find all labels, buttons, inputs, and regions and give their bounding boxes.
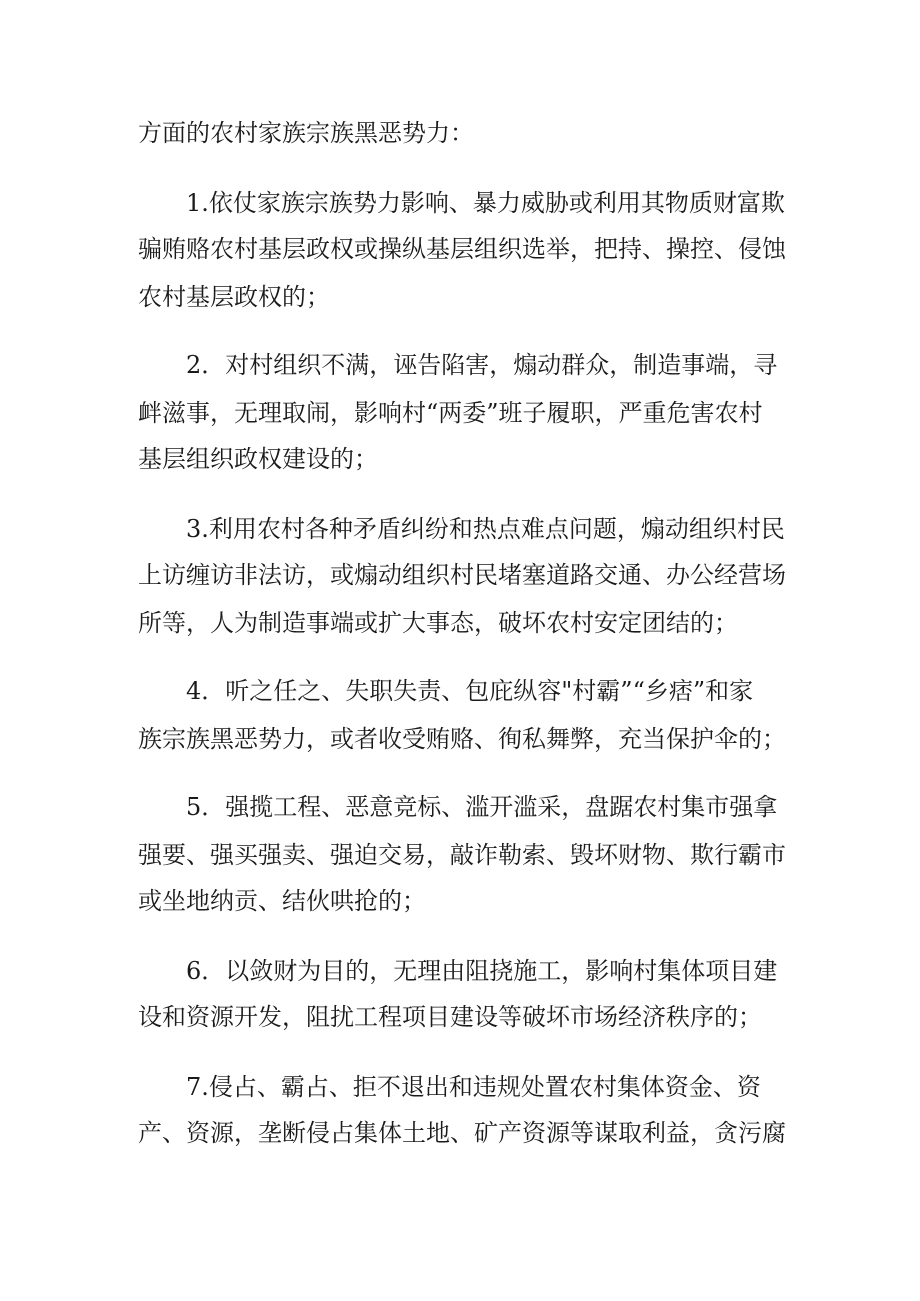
text-line: 6．以敛财为目的，无理由阻挠施工，影响村集体项目建 bbox=[186, 957, 778, 985]
text-line: 方面的农村家族宗族黑恶势力： bbox=[138, 119, 474, 147]
text-line: 3.利用农村各种矛盾纠纷和热点难点问题，煽动组织村民 bbox=[186, 515, 785, 543]
text-line: 产、资源，垄断侵占集体土地、矿产资源等谋取利益，贪污腐 bbox=[138, 1119, 786, 1147]
text-line: 7.侵占、霸占、拒不退出和违规处置农村集体资金、资 bbox=[186, 1073, 761, 1101]
text-line: 强要、强买强卖、强迫交易，敲诈勒索、毁坏财物、欺行霸市 bbox=[138, 841, 786, 869]
text-line: 或坐地纳贡、结伙哄抢的； bbox=[138, 887, 426, 915]
text-line: 族宗族黑恶势力，或者收受贿赂、徇私舞弊，充当保护伞的； bbox=[138, 725, 786, 753]
text-line: 1.依仗家族宗族势力影响、暴力威胁或利用其物质财富欺 bbox=[186, 189, 785, 217]
text-line: 农村基层政权的； bbox=[138, 283, 330, 311]
text-line: 上访缠访非法访，或煽动组织村民堵塞道路交通、办公经营场 bbox=[138, 561, 786, 589]
text-line: 基层组织政权建设的； bbox=[138, 445, 378, 473]
text-line: 4．听之任之、失职失责、包庇纵容"村霸”“乡痞”和家 bbox=[186, 677, 754, 705]
text-line: 衅滋事，无理取闹，影响村“两委”班子履职，严重危害农村 bbox=[138, 399, 763, 427]
text-line: 骗贿赂农村基层政权或操纵基层组织选举，把持、操控、侵蚀 bbox=[138, 235, 786, 263]
text-line: 所等，人为制造事端或扩大事态，破坏农村安定团结的； bbox=[138, 609, 738, 637]
text-line: 2．对村组织不满，诬告陷害，煽动群众，制造事端，寻 bbox=[186, 351, 778, 379]
text-line: 5．强揽工程、恶意竞标、滥开滥采，盘踞农村集市强拿 bbox=[186, 793, 778, 821]
text-line: 设和资源开发，阻扰工程项目建设等破坏市场经济秩序的； bbox=[138, 1003, 762, 1031]
